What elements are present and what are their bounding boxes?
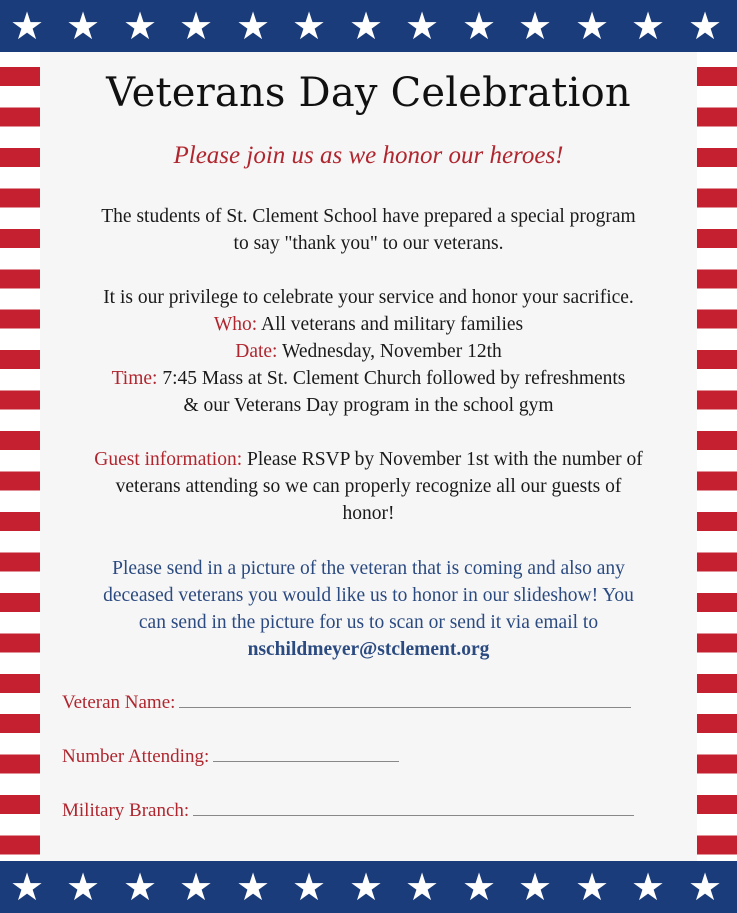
star-icon: ★ xyxy=(687,865,723,909)
star-icon: ★ xyxy=(65,865,101,909)
intro-line-1: The students of St. Clement School have prepared a special program xyxy=(101,206,636,227)
star-icon: ★ xyxy=(9,865,45,909)
star-icon: ★ xyxy=(178,865,214,909)
military-branch-field[interactable] xyxy=(62,800,634,822)
star-icon: ★ xyxy=(574,4,610,48)
star-icon: ★ xyxy=(122,865,158,909)
star-icon: ★ xyxy=(291,4,327,48)
star-icon: ★ xyxy=(235,4,271,48)
star-icon: ★ xyxy=(517,865,553,909)
star-icon: ★ xyxy=(235,865,271,909)
date-value: Wednesday, November 12th xyxy=(282,341,502,362)
number-attending-field[interactable] xyxy=(62,746,399,768)
military-branch-line[interactable] xyxy=(193,814,634,816)
guest-line-1: Please RSVP by November 1st with the number of xyxy=(247,449,643,470)
guest-line-2: veterans attending so we can properly recognize all our guests of xyxy=(115,476,622,497)
bottom-star-band xyxy=(0,861,737,913)
time-row xyxy=(0,365,737,392)
star-icon: ★ xyxy=(574,865,610,909)
who-label: Who: xyxy=(213,314,258,335)
date-row xyxy=(0,338,737,365)
photo-line-2: deceased veterans you would like us to honor in our slideshow! You xyxy=(103,585,634,606)
star-icon: ★ xyxy=(122,4,158,48)
page-title: Veterans Day Celebration xyxy=(106,70,631,116)
star-icon: ★ xyxy=(348,4,384,48)
photo-line-1: Please send in a picture of the veteran that is coming and also any xyxy=(112,558,625,579)
photo-line-3: can send in the picture for us to scan or send it via email to xyxy=(138,612,599,633)
guest-row xyxy=(0,446,737,473)
bottom-stars xyxy=(0,861,737,913)
star-icon: ★ xyxy=(9,4,45,48)
top-star-band xyxy=(0,0,737,52)
contact-email[interactable]: nschildmeyer@stclement.org xyxy=(247,639,490,660)
subtitle: Please join us as we honor our heroes! xyxy=(173,142,564,169)
star-icon: ★ xyxy=(178,4,214,48)
star-icon: ★ xyxy=(65,4,101,48)
intro-line-2: to say "thank you" to our veterans. xyxy=(233,233,504,254)
star-icon: ★ xyxy=(630,4,666,48)
top-stars xyxy=(0,0,737,52)
guest-line-3: honor! xyxy=(342,503,395,524)
time-value: 7:45 Mass at St. Clement Church followed by refreshments xyxy=(162,368,626,389)
veteran-name-label: Veteran Name: xyxy=(62,692,176,713)
number-attending-line[interactable] xyxy=(213,760,399,762)
star-icon: ★ xyxy=(517,4,553,48)
star-icon: ★ xyxy=(461,4,497,48)
who-value: All veterans and military families xyxy=(261,314,524,335)
privilege-text: It is our privilege to celebrate your service and honor your sacrifice. xyxy=(103,287,634,308)
time-label: Time: xyxy=(111,368,158,389)
star-icon: ★ xyxy=(687,4,723,48)
date-label: Date: xyxy=(235,341,278,362)
guest-label: Guest information: xyxy=(94,449,243,470)
star-icon: ★ xyxy=(404,4,440,48)
number-attending-label: Number Attending: xyxy=(62,746,210,767)
military-branch-label: Military Branch: xyxy=(62,800,190,821)
star-icon: ★ xyxy=(404,865,440,909)
veteran-name-field[interactable] xyxy=(62,692,631,714)
who-row xyxy=(0,311,737,338)
star-icon: ★ xyxy=(291,865,327,909)
veteran-name-line[interactable] xyxy=(179,706,631,708)
time-row-2: & our Veterans Day program in the school gym xyxy=(183,395,554,416)
star-icon: ★ xyxy=(461,865,497,909)
star-icon: ★ xyxy=(348,865,384,909)
star-icon: ★ xyxy=(630,865,666,909)
